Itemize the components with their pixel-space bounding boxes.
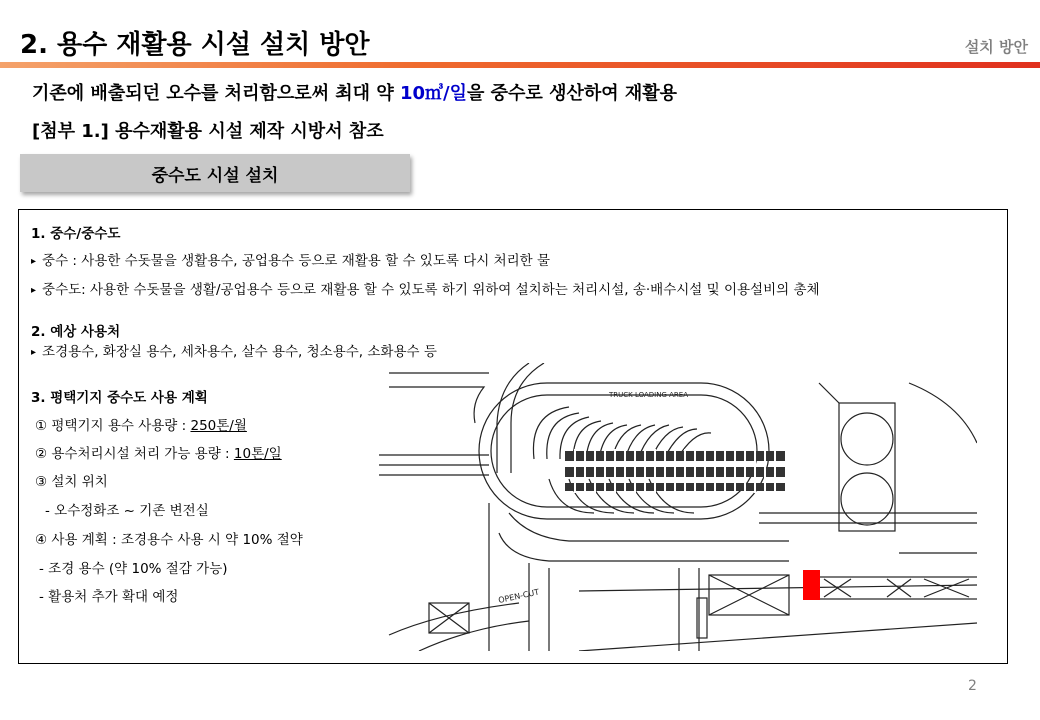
header-rule	[0, 62, 1040, 68]
site-plan-drawing	[379, 363, 977, 651]
plan-item-4-sub-2: - 활용처 추가 확대 예정	[39, 589, 179, 605]
plan-item-3: ③ 설치 위치	[35, 474, 108, 490]
lead-prefix: 기존에 배출되던 오수를 처리함으로써 최대 약	[32, 83, 400, 104]
lead-highlight: 10㎥/일	[399, 83, 467, 104]
page-title: 2. 용수 재활용 시설 설치 방안	[20, 30, 370, 60]
plan-item-3-sub: - 오수정화조 ~ 기존 변전실	[45, 503, 209, 519]
content-box	[18, 209, 1008, 664]
section-label-box	[20, 154, 410, 192]
plan-item-2: ② 용수처리시설 처리 가능 용량 : 10톤/일	[35, 446, 282, 462]
page-number: 2	[968, 678, 977, 694]
bullet-usage: ▸ 조경용수, 화장실 용수, 세차용수, 살수 용수, 청소용수, 소화용수 등	[31, 340, 437, 360]
bullet-greywater: ▸ 중수 : 사용한 수돗물을 생활용수, 공업용수 등으로 재활용 할 수 있도록 다시 처리한 물	[31, 249, 550, 269]
plan-item-4: ④ 사용 계획 : 조경용수 사용 시 약 10% 절약	[35, 532, 303, 548]
lead-suffix: 을 중수로 생산하여 재활용	[467, 83, 678, 104]
plan-item-1-value: 250톤/월	[190, 418, 247, 434]
section-tag: 설치 방안	[964, 38, 1028, 56]
heading-2: 2. 예상 사용처	[31, 324, 121, 340]
plan-item-2-value: 10톤/일	[233, 446, 282, 462]
truck-loading-label: TRUCK LOADING AREA	[609, 391, 688, 399]
plan-item-1: ① 평택기지 용수 사용량 : 250톤/월	[35, 418, 247, 434]
plan-item-4-sub-1: - 조경 용수 (약 10% 절감 가능)	[39, 561, 228, 577]
heading-3: 3. 평택기지 중수도 사용 계획	[31, 390, 208, 406]
lead-text	[32, 79, 677, 105]
heading-1: 1. 중수/중수도	[31, 226, 121, 242]
reference-text: [첨부 1.] 용수재활용 시설 제작 시방서 참조	[32, 121, 384, 142]
open-cut-label: OPEN-CUT	[497, 587, 540, 605]
installation-location-marker	[803, 570, 820, 600]
bullet-greywater-system: ▸ 중수도: 사용한 수돗물을 생활/공업용수 등으로 재활용 할 수 있도록 하기 위하여 설치하는 처리시설, 송·배수시설 및 이용설비의 총체	[31, 278, 820, 298]
section-label: 중수도 시설 설치	[151, 165, 279, 186]
